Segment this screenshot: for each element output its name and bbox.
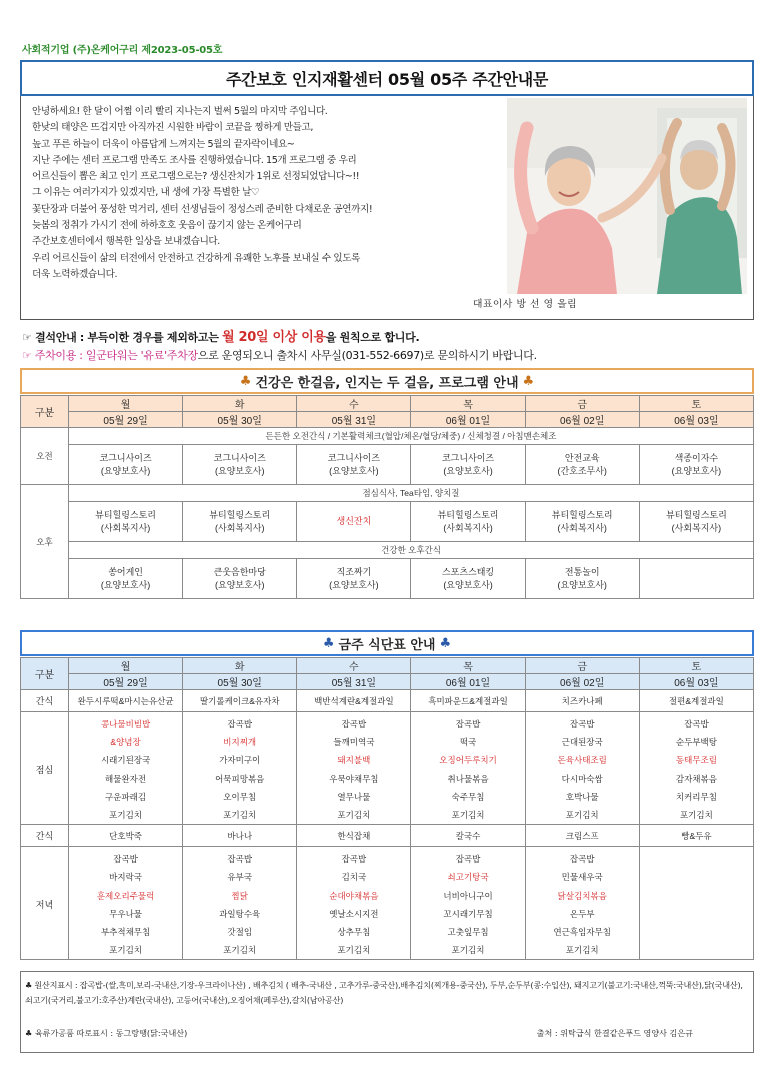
menu-item: 포기김치 — [565, 810, 599, 821]
dinner-cell — [639, 847, 753, 960]
menu-item: &양념장 — [110, 737, 141, 748]
menu-item: 유부국 — [227, 872, 253, 883]
activity-name: 안전교육 — [564, 452, 600, 463]
menu-item: 숙주무침 — [451, 791, 485, 802]
menu-item: 민물새우국 — [561, 872, 603, 883]
menu-item: 잡곡밥 — [341, 719, 367, 729]
absence-notice — [22, 326, 419, 345]
menu-item: 콩나물비빔밥 — [100, 719, 151, 729]
absence-notice-prefix: ☞ 결석안내 : 부득이한 경우를 제외하고는 — [22, 331, 223, 344]
menu-item: 잡곡밥 — [455, 719, 481, 729]
activity-name: 코그니사이즈 — [441, 452, 495, 463]
activity-name: 뷰티힐링스토리 — [209, 509, 271, 520]
lunch-label: 점심 — [21, 712, 69, 825]
day-header: 토 — [639, 396, 753, 412]
activity-staff: (사회복지사) — [671, 522, 722, 533]
activity-name: 뷰티힐링스토리 — [437, 509, 499, 520]
menu-item: 포기김치 — [565, 945, 599, 956]
club-icon: ♣ — [239, 373, 252, 389]
menu-item: 우묵야채무침 — [329, 773, 379, 784]
activity-name: 직조짜기 — [336, 566, 372, 577]
origin-notice: ♣ 원산지표시 : 잡곡밥-(쌀,흑미,보리-국내산,기장-우크라이나산) , 배추김치 ( 배추-국내산 , 고추가루-중국산),배추김치(찌개용-중국산), 두부,순두부(콩:수입산), 돼지고기(불고기:국내산,꺽뚝:국내산),닭(국내산),쇠고기(국거리,불고기:호주산)계란(국내산), 고등어(국내산),오징어채(페루산),갈치(남아공산) — [25, 980, 743, 1005]
am-snack: 절편&계절과일 — [639, 690, 753, 712]
menu-item: 순두부백탕 — [675, 737, 717, 748]
intro-letter — [32, 104, 502, 283]
pm-activity — [525, 559, 639, 599]
activity-name: 스포츠스태킹 — [441, 566, 495, 577]
am-snack: 치즈카나페 — [525, 690, 639, 712]
menu-item: 잡곡밥 — [113, 854, 138, 865]
menu-item: 포기김치 — [451, 810, 485, 821]
activity-staff: (사회복지사) — [215, 522, 265, 533]
pm-snack-common: 건강한 오후간식 — [69, 542, 754, 559]
intro-line: 안녕하세요! 한 달이 어쩜 이리 빨리 지나는지 벌써 5월의 마지막 주입니다. — [32, 106, 328, 117]
parking-notice-prefix: ☞ 주차이용 : 일군타워는 ' — [22, 349, 144, 362]
lunch-cell — [525, 712, 639, 825]
lunch-cell — [411, 712, 525, 825]
menu-item: 열무나물 — [337, 791, 371, 802]
activity-staff: (요양보호사) — [100, 579, 151, 590]
activity-staff: (간호조무사) — [557, 465, 607, 476]
pm2-activity-row — [21, 559, 754, 599]
menu-item: 잡곡밥 — [684, 719, 709, 729]
menu-item: 돼지불백 — [337, 755, 371, 766]
menu-item: 너비아니구이 — [443, 890, 493, 901]
pm-activity — [183, 502, 297, 542]
date-header: 06월 01일 — [411, 674, 525, 690]
footer-notes — [20, 971, 754, 1053]
day-header: 수 — [297, 396, 411, 412]
day-header: 목 — [411, 658, 525, 674]
am-snack: 흑미파운드&계절과일 — [411, 690, 525, 712]
pm-activity — [639, 502, 753, 542]
parking-notice-mid: '주차장 — [164, 349, 198, 362]
menu-item: 비지찌개 — [223, 737, 257, 748]
activity-staff: (요양보호사) — [215, 579, 265, 590]
menu-item: 잡곡밥 — [227, 854, 253, 865]
activity-staff: (요양보호사) — [671, 465, 722, 476]
pm-activity — [297, 502, 411, 542]
dinner-cell — [411, 847, 525, 960]
parking-notice — [22, 347, 537, 363]
activity-name: 코그니사이즈 — [99, 452, 152, 463]
menu-item: 고춧잎무침 — [447, 927, 489, 938]
pm-activity — [69, 559, 183, 599]
day-header: 월 — [69, 658, 183, 674]
menu-item: 포기김치 — [337, 945, 371, 956]
menu-source: 출처 : 위탁급식 한결같은푸드 영양사 김은규 — [536, 1028, 693, 1038]
menu-item: 어묵피망볶음 — [215, 773, 265, 784]
menu-table — [20, 657, 754, 960]
menu-item: 포기김치 — [223, 945, 257, 956]
pm-activity-empty — [639, 559, 753, 599]
title-banner — [20, 60, 754, 96]
pm-activity — [69, 502, 183, 542]
activity-name: 코그니사이즈 — [213, 452, 266, 463]
intro-line: 높고 푸른 하늘이 더욱이 아름답게 느껴지는 5월의 끝자락이네요~ — [32, 138, 295, 150]
lunch-cell — [183, 712, 297, 825]
intro-line: 꽃단장과 더불어 풍성한 먹거리, 센터 선생님들이 정성스레 준비한 다채로운 공연까지! — [32, 203, 373, 215]
menu-item: 과일탕수육 — [219, 908, 261, 919]
lunch-common-routine: 점심식사, Tea타임, 양치질 — [69, 485, 754, 502]
date-header: 06월 03일 — [639, 674, 753, 690]
signature: 대표이사 방 선 영 올림 — [473, 299, 578, 310]
activity-name: 큰웃음한마당 — [213, 566, 266, 577]
club-icon: ♣ — [439, 635, 452, 651]
menu-item: 돈육사태조림 — [557, 755, 607, 766]
snack-label: 간식 — [21, 825, 69, 847]
day-header: 화 — [183, 658, 297, 674]
program-table — [20, 395, 754, 599]
club-icon: ♣ — [322, 635, 335, 651]
menu-item: 잡곡밥 — [569, 854, 595, 865]
intro-line: 한낮의 태양은 뜨겁지만 아직까진 시원한 바람이 코끝을 찡하게 만들고, — [32, 122, 314, 134]
intro-line: 늦봄의 정취가 가시기 전에 하하호호 웃음이 끊기지 않는 온케어구리 — [32, 220, 302, 232]
lunch-cell — [297, 712, 411, 825]
intro-line: 더욱 노력하겠습니다. — [32, 268, 118, 280]
program-section-title — [20, 368, 754, 394]
day-header: 토 — [639, 658, 753, 674]
activity-staff: (요양보호사) — [329, 465, 379, 476]
pm-snack: 바나나 — [183, 825, 297, 847]
paid-parking-label: 유료 — [143, 349, 165, 362]
pm-activity — [525, 502, 639, 542]
day-header: 목 — [411, 396, 525, 412]
am-activity — [183, 445, 297, 485]
snack-label: 간식 — [21, 690, 69, 712]
date-header: 05월 31일 — [297, 412, 411, 428]
menu-item: 훈제오리주물럭 — [96, 890, 155, 901]
menu-item: 포기김치 — [451, 945, 485, 956]
activity-staff: (사회복지사) — [557, 522, 607, 533]
activity-staff: (요양보호사) — [443, 579, 493, 590]
activity-staff: (사회복지사) — [100, 522, 151, 533]
menu-item: 오징어두루치기 — [439, 755, 497, 766]
pm-snack: 칼국수 — [411, 825, 525, 847]
menu-item: 잡곡밥 — [227, 719, 253, 729]
menu-item: 포기김치 — [337, 810, 371, 821]
date-header: 05월 31일 — [297, 674, 411, 690]
menu-item: 가자미구이 — [219, 755, 261, 766]
menu-item: 호박나물 — [565, 791, 599, 802]
activity-staff: (요양보호사) — [215, 465, 265, 476]
menu-item: 옛날소시지전 — [329, 908, 379, 919]
date-header: 06월 03일 — [639, 412, 753, 428]
registration-number: 사회적기업 (주)온케어구리 제2023-05-05호 — [22, 45, 223, 56]
program-title-text: 건강은 한걸음, 인지는 두 걸음, 프로그램 안내 — [255, 375, 519, 391]
menu-item: 김치국 — [341, 872, 367, 883]
menu-item: 다시마숙쌈 — [561, 773, 603, 784]
seniors-stretching-photo — [507, 98, 747, 294]
menu-item: 시래기된장국 — [100, 755, 151, 766]
day-header: 금 — [525, 658, 639, 674]
menu-item: 잡곡밥 — [341, 854, 367, 865]
intro-section — [20, 96, 754, 320]
menu-section-title — [20, 630, 754, 656]
am-common-routine: 든든한 오전간식 / 기본활력체크(혈압/체온/혈당/체중) / 신체청결 / 아침맨손체조 — [69, 428, 754, 445]
date-header: 06월 02일 — [525, 412, 639, 428]
pm-snack: 단호박죽 — [69, 825, 183, 847]
absence-notice-highlight: 월 20일 이상 이용 — [222, 330, 326, 345]
menu-item: 연근흑임자무침 — [553, 927, 611, 938]
menu-item: 감자채볶음 — [675, 773, 717, 784]
activity-name: 코그니사이즈 — [327, 452, 380, 463]
pm-snack: 빵&두유 — [639, 825, 753, 847]
activity-staff: (요양보호사) — [443, 465, 493, 476]
activity-name: 뷰티힐링스토리 — [665, 509, 727, 520]
activity-name: 뷰티힐링스토리 — [551, 509, 613, 520]
pm-snack: 크림스프 — [525, 825, 639, 847]
dinner-cell — [525, 847, 639, 960]
dinner-cell — [69, 847, 183, 960]
birthday-party-label: 생신잔치 — [336, 516, 372, 526]
gubun-header: 구분 — [21, 396, 69, 428]
menu-item: 쇠고기탕국 — [447, 872, 489, 883]
menu-item: 포기김치 — [109, 810, 142, 821]
menu-title-text: 금주 식단표 안내 — [338, 637, 436, 653]
menu-item: 해물완자전 — [105, 773, 147, 784]
day-header: 금 — [525, 396, 639, 412]
pm1-activity-row — [21, 502, 754, 542]
pm-activity — [411, 502, 525, 542]
am-activity — [525, 445, 639, 485]
pm-activity — [411, 559, 525, 599]
date-header: 06월 02일 — [525, 674, 639, 690]
menu-item: 갓절임 — [227, 927, 253, 938]
menu-item: 순대야채볶음 — [329, 890, 379, 901]
am-activity — [69, 445, 183, 485]
menu-item: 치커리무침 — [675, 791, 717, 802]
menu-item: 찜닭 — [231, 890, 248, 901]
menu-item: 떡국 — [459, 737, 477, 748]
menu-item: 잡곡밥 — [455, 854, 481, 865]
intro-line: 주간보호센터에서 행복한 일상을 보내겠습니다. — [32, 236, 220, 248]
menu-item: 닭살김치볶음 — [557, 890, 607, 901]
absence-notice-suffix: 을 원칙으로 합니다. — [325, 331, 420, 344]
activity-name: 뷰티힐링스토리 — [95, 509, 156, 520]
day-header: 월 — [69, 396, 183, 412]
date-header: 05월 29일 — [69, 674, 183, 690]
menu-item: 포기김치 — [223, 810, 257, 821]
date-header: 06월 01일 — [411, 412, 525, 428]
dinner-label: 저녁 — [21, 847, 69, 960]
menu-item: 꼬시래기무침 — [443, 908, 493, 919]
pm-snack: 한식잡채 — [297, 825, 411, 847]
menu-item: 취나물볶음 — [447, 773, 489, 784]
intro-line: 어르신들이 뽑은 최고 인기 프로그램으로는? 생신잔치가 1위로 선정되었답니다~!! — [32, 171, 360, 183]
am-activity — [639, 445, 753, 485]
club-icon: ♣ — [522, 373, 535, 389]
pm-activity — [297, 559, 411, 599]
intro-line: 그 이유는 여러가지가 있겠지만, 내 생에 가장 특별한 날♡ — [32, 187, 260, 199]
menu-item: 온두부 — [569, 908, 595, 919]
menu-item: 부추적채무침 — [100, 927, 151, 938]
date-header: 05월 29일 — [69, 412, 183, 428]
dinner-cell — [297, 847, 411, 960]
date-header: 05월 30일 — [183, 674, 297, 690]
day-header: 화 — [183, 396, 297, 412]
menu-item: 근대된장국 — [561, 737, 603, 748]
am-activity — [411, 445, 525, 485]
am-snack: 백반석계란&계절과일 — [297, 690, 411, 712]
menu-item: 무우나물 — [109, 908, 142, 919]
am-activity — [297, 445, 411, 485]
am-snack: 딸기롤케이크&유자차 — [183, 690, 297, 712]
activity-staff: (요양보호사) — [100, 465, 151, 476]
menu-item: 바지락국 — [109, 872, 142, 883]
parking-notice-suffix: 으로 운영되오니 출차시 사무실(031-552-6697)로 문의하시기 바랍니다. — [197, 349, 537, 362]
activity-name: 전통놀이 — [564, 566, 600, 577]
menu-item: 동태무조림 — [675, 755, 717, 766]
intro-line: 우리 어르신들이 삶의 터전에서 안전하고 건강하게 유쾌한 노후를 보내실 수 있도록 — [32, 252, 360, 264]
day-header: 수 — [297, 658, 411, 674]
menu-item: 포기김치 — [109, 945, 142, 956]
menu-item: 오이무침 — [223, 791, 257, 802]
page-title: 주간보호 인지재활센터 05월 05주 주간안내문 — [225, 69, 549, 89]
activity-staff: (사회복지사) — [443, 522, 493, 533]
activity-staff: (요양보호사) — [557, 579, 607, 590]
menu-item: 포기김치 — [679, 810, 713, 821]
dinner-cell — [183, 847, 297, 960]
menu-item: 구운파래김 — [105, 791, 147, 802]
activity-staff: (요양보호사) — [329, 579, 379, 590]
activity-name: 쏭어게인 — [108, 566, 143, 577]
am-label: 오전 — [21, 428, 69, 485]
activity-name: 색종이자수 — [674, 452, 719, 463]
gubun-header: 구분 — [21, 658, 69, 690]
intro-line: 지난 주에는 센터 프로그램 만족도 조사를 진행하였습니다. 15개 프로그램 중 우리 — [32, 154, 357, 166]
menu-item: 잡곡밥 — [569, 719, 595, 729]
pm-label: 오후 — [21, 485, 69, 599]
menu-item: 상추무침 — [337, 927, 371, 938]
menu-item: 들깨미역국 — [333, 737, 375, 748]
am-activity-row — [21, 445, 754, 485]
date-header: 05월 30일 — [183, 412, 297, 428]
pm-activity — [183, 559, 297, 599]
lunch-cell — [639, 712, 753, 825]
lunch-cell — [69, 712, 183, 825]
am-snack: 완두시루떡&마시는유산균 — [69, 690, 183, 712]
processed-meat-notice: ♣ 육류가공품 따로표시 : 동그랑땡(닭:국내산) — [25, 1028, 188, 1038]
